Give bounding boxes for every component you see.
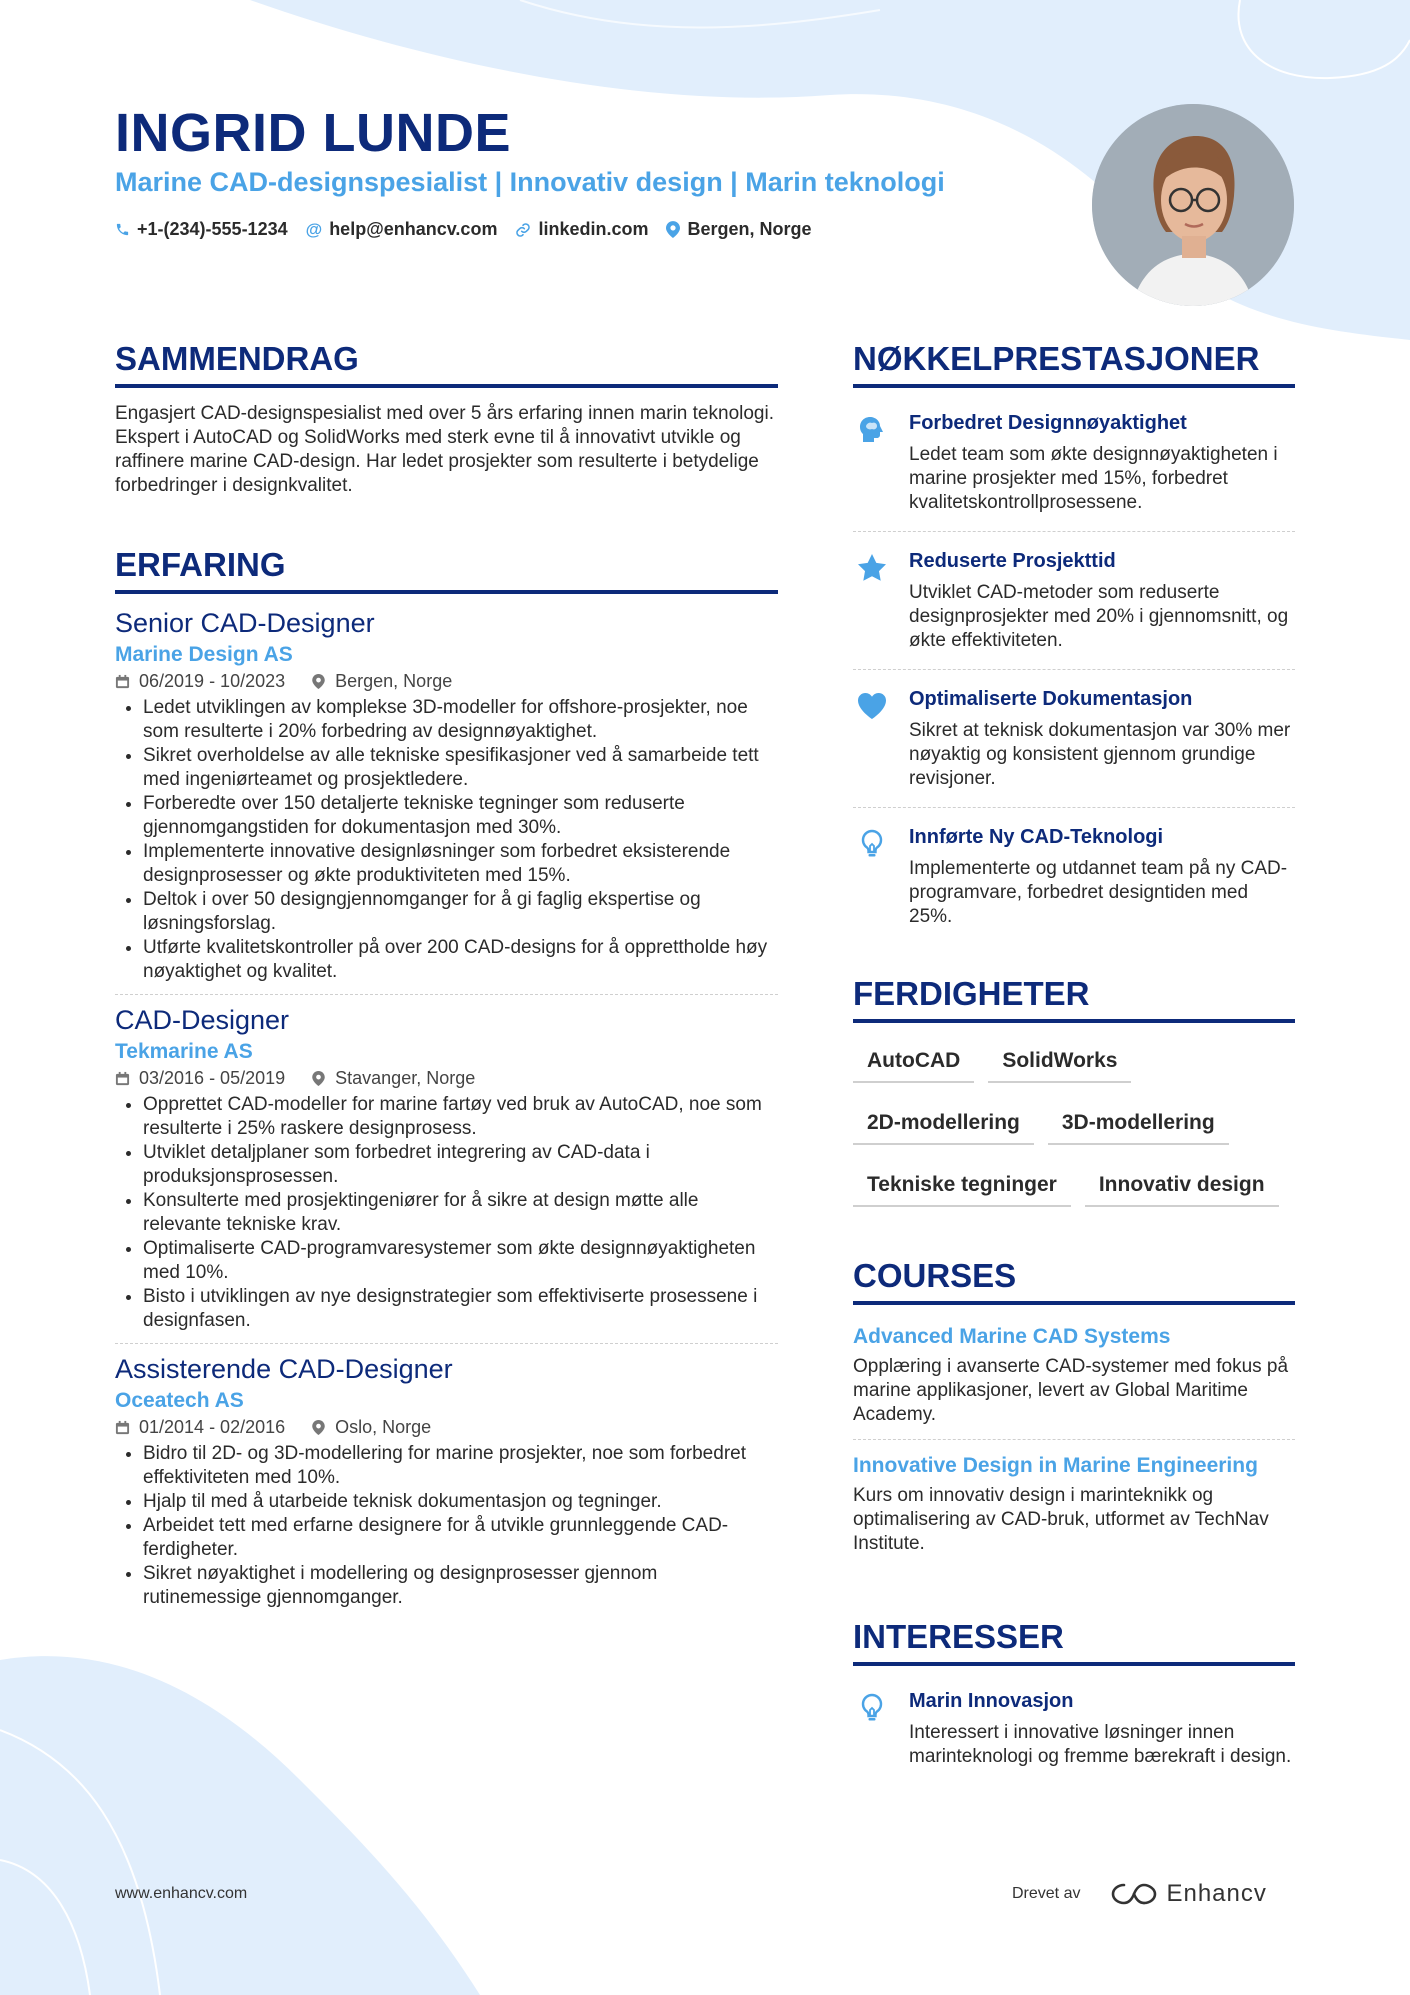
achievement-title: Reduserte Prosjekttid — [909, 550, 1116, 572]
skill-tag: AutoCAD — [853, 1043, 974, 1083]
achievement-item — [853, 807, 1295, 945]
job-location: Oslo, Norge — [335, 1417, 432, 1437]
course-text: Opplæring i avanserte CAD-systemer med fokus på marine applikasjoner, levert av Global Maritime Academy. — [853, 1356, 1289, 1425]
job-bullets — [115, 1442, 778, 1610]
location-pin-icon — [311, 1420, 326, 1435]
achievement-item — [853, 402, 1295, 531]
list-item: • Utførte kvalitetskontroller på over 200 CAD-designs for å opprettholde høy nøyaktighet og kvalitet. — [143, 936, 778, 984]
email-text: help@enhancv.com — [329, 219, 498, 239]
achievement-title: Optimaliserte Dokumentasjon — [909, 688, 1193, 710]
list-item: • Utviklet detaljplaner som forbedret integrering av CAD-data i produksjonsprosessen. — [143, 1141, 778, 1189]
skills-section — [853, 975, 1295, 1207]
linkedin-text: linkedin.com — [538, 219, 649, 239]
summary-title: SAMMENDRAG — [115, 340, 778, 388]
lightbulb-icon — [856, 1692, 888, 1724]
courses-title: COURSES — [853, 1257, 1295, 1305]
powered-by-label: Drevet av — [1012, 1885, 1081, 1902]
achievement-text: Ledet team som økte designnøyaktigheten i marine prosjekter med 15%, forbedret kvalitetskontrollprosessene. — [909, 444, 1278, 513]
contact-email[interactable] — [306, 219, 498, 240]
heart-icon — [856, 690, 888, 722]
brand-logo[interactable] — [1110, 1880, 1266, 1908]
skill-tag: 2D-modellering — [853, 1105, 1034, 1145]
skill-tag: 3D-modellering — [1048, 1105, 1229, 1145]
job-location: Stavanger, Norge — [335, 1068, 476, 1088]
list-item: • Sikret overholdelse av alle tekniske spesifikasjoner ved å samarbeide tett med ingeniørteamet og prosjektledere. — [143, 744, 778, 792]
phone-icon — [115, 222, 130, 237]
skill-tag: SolidWorks — [988, 1043, 1131, 1083]
course-title: Advanced Marine CAD Systems — [853, 1325, 1171, 1348]
list-item: • Optimaliserte CAD-programvaresystemer som økte designnøyaktigheten med 10%. — [143, 1237, 778, 1285]
job-company: Marine Design AS — [115, 643, 293, 666]
list-item: • Bisto i utviklingen av nye designstrategier som effektiviserte prosessene i designfasen. — [143, 1285, 778, 1333]
list-item: • Deltok i over 50 designgjennomganger for å gi faglig ekspertise og løsningsforslag. — [143, 888, 778, 936]
job-dates: 01/2014 - 02/2016 — [139, 1417, 286, 1437]
job-company: Tekmarine AS — [115, 1040, 253, 1063]
enhancv-logo-icon — [1110, 1881, 1158, 1907]
summary-text: Engasjert CAD-designspesialist med over 5 års erfaring innen marin teknologi. Ekspert i AutoCAD og SolidWorks med sterk evne til å innovativt utvikle og raffinere marine CAD-design. Har ledet prosjekter som resulterte i betydelige forbedringer i designkvalitet. — [115, 403, 774, 496]
achievement-item — [853, 531, 1295, 669]
star-icon — [856, 552, 888, 584]
list-item: • Opprettet CAD-modeller for marine fartøy ved bruk av AutoCAD, noe som resulterte i 25% raskere designprosess. — [143, 1093, 778, 1141]
experience-section — [115, 546, 778, 1620]
job-meta — [115, 1068, 778, 1089]
job-bullets — [115, 1093, 778, 1333]
headline: Marine CAD-designspesialist | Innovativ design | Marin teknologi — [115, 167, 945, 197]
job-company: Oceatech AS — [115, 1389, 244, 1412]
job-title: Assisterende CAD-Designer — [115, 1354, 453, 1384]
list-item: • Sikret nøyaktighet i modellering og designprosesser gjennom rutinemessige gjennomganger. — [143, 1562, 778, 1610]
footer-website[interactable]: www.enhancv.com — [115, 1885, 248, 1902]
achievements-section — [853, 340, 1295, 945]
achievement-title: Innførte Ny CAD-Teknologi — [909, 826, 1164, 848]
summary-section — [115, 340, 778, 498]
skills-title: FERDIGHETER — [853, 975, 1295, 1023]
achievement-item — [853, 669, 1295, 807]
contact-linkedin[interactable] — [515, 219, 648, 240]
right-column — [853, 340, 1295, 1785]
brand-name: Enhancv — [1166, 1880, 1267, 1907]
phone-text: +1-(234)-555-1234 — [137, 219, 288, 239]
lightbulb-icon — [856, 828, 888, 860]
location-text: Bergen, Norge — [687, 219, 812, 239]
job-dates: 06/2019 - 10/2023 — [139, 671, 286, 691]
contact-location — [666, 219, 811, 240]
course-title: Innovative Design in Marine Engineering — [853, 1454, 1258, 1477]
course-text: Kurs om innovativ design i marinteknikk og optimalisering av CAD-bruk, utformet av TechNav Institute. — [853, 1485, 1269, 1554]
interest-item — [853, 1680, 1295, 1785]
footer-branding — [1012, 1880, 1267, 1908]
interest-title: Marin Innovasjon — [909, 1690, 1074, 1712]
job-meta — [115, 671, 778, 692]
location-pin-icon — [666, 221, 680, 238]
job-entry — [115, 608, 778, 994]
candidate-name: INGRID LUNDE — [115, 103, 511, 163]
interest-text: Interessert i innovative løsninger innen marinteknologi og fremme bærekraft i design. — [909, 1722, 1292, 1767]
experience-title: ERFARING — [115, 546, 778, 594]
contact-phone[interactable] — [115, 219, 288, 240]
skill-tag: Innovativ design — [1085, 1167, 1279, 1207]
job-entry — [115, 994, 778, 1343]
link-icon — [515, 222, 531, 238]
list-item: • Bidro til 2D- og 3D-modellering for marine prosjekter, noe som forbedret effektiviteten med 10%. — [143, 1442, 778, 1490]
job-location: Bergen, Norge — [335, 671, 453, 691]
course-item — [853, 1319, 1295, 1439]
interests-section — [853, 1618, 1295, 1785]
job-entry — [115, 1343, 778, 1620]
calendar-icon — [115, 1420, 130, 1435]
job-meta — [115, 1417, 778, 1438]
achievement-text: Implementerte og utdannet team på ny CAD-programvare, forbedret designtiden med 25%. — [909, 858, 1288, 927]
profile-photo — [1092, 104, 1294, 306]
achievement-text: Sikret at teknisk dokumentasjon var 30% mer nøyaktig og konsistent gjennom grundige revisjoner. — [909, 720, 1291, 789]
job-bullets — [115, 696, 778, 984]
list-item: • Hjalp til med å utarbeide teknisk dokumentasjon og tegninger. — [143, 1490, 778, 1514]
at-icon: @ — [305, 219, 323, 239]
achievements-title: NØKKELPRESTASJONER — [853, 340, 1295, 388]
location-pin-icon — [311, 674, 326, 689]
course-item — [853, 1439, 1295, 1568]
left-column — [115, 340, 778, 1620]
list-item: • Arbeidet tett med erfarne designere for å utvikle grunnleggende CAD-ferdigheter. — [143, 1514, 778, 1562]
skill-tag: Tekniske tegninger — [853, 1167, 1071, 1207]
job-title: Senior CAD-Designer — [115, 608, 375, 638]
calendar-icon — [115, 1071, 130, 1086]
list-item: • Konsulterte med prosjektingeniører for å sikre at design møtte alle relevante tekniske krav. — [143, 1189, 778, 1237]
job-title: CAD-Designer — [115, 1005, 290, 1035]
interests-title: INTERESSER — [853, 1618, 1295, 1666]
achievement-text: Utviklet CAD-metoder som reduserte designprosjekter med 20% i gjennomsnitt, og økte effektiviteten. — [909, 582, 1289, 651]
courses-section — [853, 1257, 1295, 1568]
skills-list — [853, 1037, 1295, 1207]
list-item: • Implementerte innovative designløsninger som forbedret eksisterende designprosesser og økte produktiviteten med 15%. — [143, 840, 778, 888]
brain-head-icon — [856, 414, 888, 446]
list-item: • Forberedte over 150 detaljerte tekniske tegninger som reduserte gjennomgangstiden for dokumentasjon med 30%. — [143, 792, 778, 840]
location-pin-icon — [311, 1071, 326, 1086]
achievement-title: Forbedret Designnøyaktighet — [909, 412, 1187, 434]
contact-bar — [115, 219, 812, 240]
list-item: • Ledet utviklingen av komplekse 3D-modeller for offshore-prosjekter, noe som resulterte i 20% forbedring av designnøyaktighet. — [143, 696, 778, 744]
calendar-icon — [115, 674, 130, 689]
job-dates: 03/2016 - 05/2019 — [139, 1068, 286, 1088]
